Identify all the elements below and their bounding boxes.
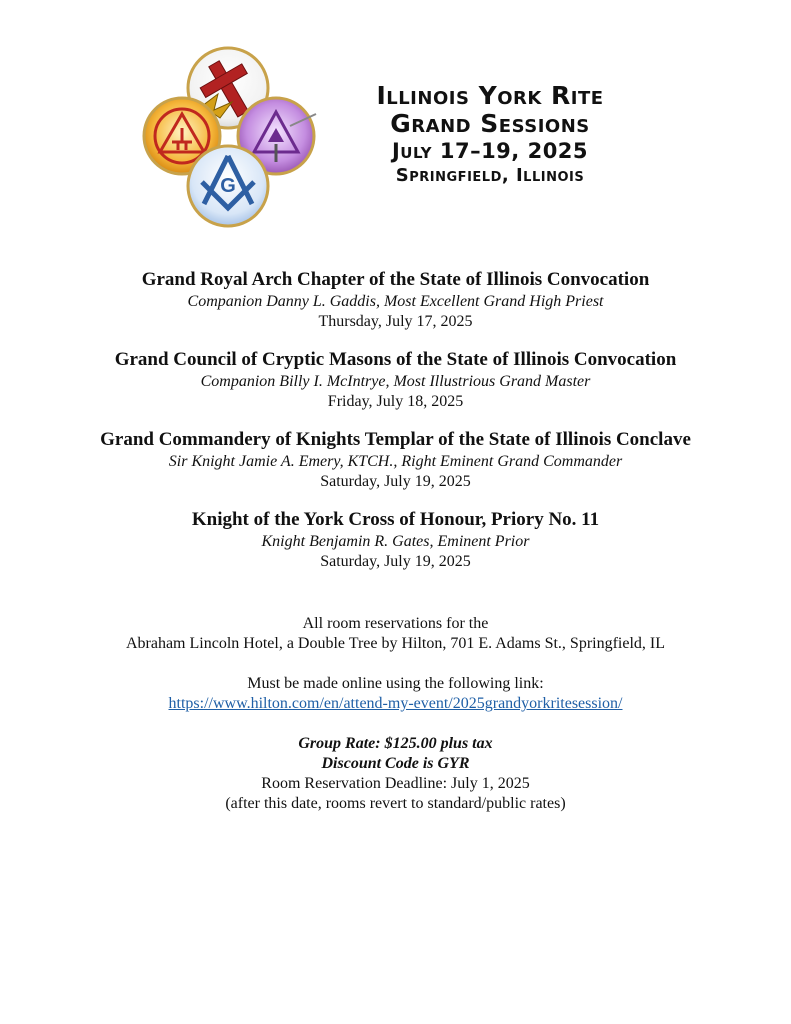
session-officer: Knight Benjamin R. Gates, Eminent Prior [261, 533, 530, 550]
session-officer: Companion Billy I. McIntrye, Most Illustrious Grand Master [200, 373, 591, 390]
hotel-address: Abraham Lincoln Hotel, a Double Tree by Hilton, 701 E. Adams St., Springfield, IL [125, 635, 666, 652]
rate-paragraph [0, 734, 791, 814]
event-location: Springfield, Illinois [395, 165, 585, 186]
session-royal-arch [0, 268, 791, 332]
title-line-1: Illinois York Rite [376, 81, 604, 110]
session-name: Grand Commandery of Knights Templar of the State of Illinois Conclave [100, 429, 691, 450]
event-title [360, 82, 620, 188]
session-name: Knight of the York Cross of Honour, Priory No. 11 [191, 509, 600, 530]
session-date: Saturday, July 19, 2025 [320, 553, 471, 570]
svg-text:G: G [220, 175, 236, 197]
session-commandery [0, 428, 791, 492]
square-and-compass-icon [188, 146, 268, 226]
session-york-cross [0, 508, 791, 572]
reservation-deadline: Room Reservation Deadline: July 1, 2025 [261, 775, 530, 792]
session-cryptic [0, 348, 791, 412]
event-dates: July 17–19, 2025 [391, 139, 589, 163]
session-officer: Companion Danny L. Gaddis, Most Excellent Grand High Priest [187, 293, 604, 310]
group-rate: Group Rate: $125.00 plus tax [298, 735, 493, 752]
session-name: Grand Royal Arch Chapter of the State of Illinois Convocation [141, 269, 650, 290]
discount-code: Discount Code is GYR [321, 755, 470, 772]
reservation-link[interactable]: https://www.hilton.com/en/attend-my-event/2025grandyorkritesession/ [168, 695, 623, 712]
reservation-intro: All room reservations for the [302, 615, 489, 632]
rate-note: (after this date, rooms revert to standard/public rates) [225, 795, 566, 812]
session-officer: Sir Knight Jamie A. Emery, KTCH., Right Eminent Grand Commander [168, 453, 623, 470]
session-date: Friday, July 18, 2025 [327, 393, 464, 410]
session-date: Saturday, July 19, 2025 [320, 473, 471, 490]
sessions-list [0, 268, 791, 588]
link-paragraph [0, 674, 791, 714]
title-line-2: Grand Sessions [390, 109, 590, 138]
link-instructions: Must be made online using the following link: [247, 675, 544, 692]
hotel-paragraph [0, 614, 791, 654]
session-date: Thursday, July 17, 2025 [318, 313, 473, 330]
session-name: Grand Council of Cryptic Masons of the State of Illinois Convocation [114, 349, 677, 370]
york-rite-emblem-icon [140, 44, 332, 230]
reservation-info [0, 614, 791, 834]
page-header [140, 44, 700, 230]
